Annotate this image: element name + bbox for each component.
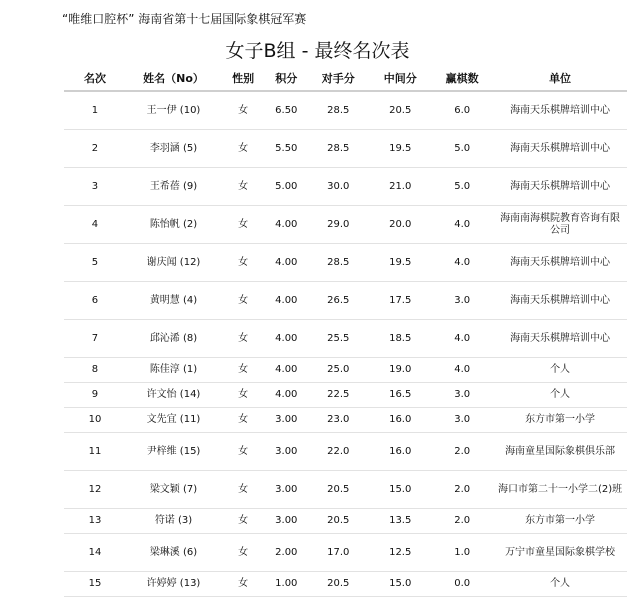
median-score-cell: 20.5	[369, 91, 431, 130]
median-score-cell: 19.5	[369, 130, 431, 168]
rank-cell: 15	[64, 572, 126, 597]
table-row	[64, 408, 627, 433]
table-row	[64, 534, 627, 572]
name-cell: 许文怡 (14)	[126, 383, 221, 408]
col-header-median-score: 中间分	[369, 66, 431, 91]
gender-cell: 女	[221, 130, 265, 168]
median-score-cell: 18.5	[369, 320, 431, 358]
rank-cell: 7	[64, 320, 126, 358]
col-header-wins: 赢棋数	[431, 66, 493, 91]
table-row	[64, 206, 627, 244]
points-cell: 4.00	[265, 244, 307, 282]
name-cell: 邱沁浠 (8)	[126, 320, 221, 358]
unit-cell: 个人	[493, 383, 627, 408]
event-title: “唯维口腔杯” 海南省第十七届国际象棋冠军赛	[62, 12, 307, 26]
col-header-name: 姓名（No）	[126, 66, 221, 91]
gender-cell: 女	[221, 383, 265, 408]
name-cell: 尹梓维 (15)	[126, 433, 221, 471]
opponent-score-cell: 22.0	[307, 433, 369, 471]
opponent-score-cell: 25.0	[307, 358, 369, 383]
table-row	[64, 383, 627, 408]
rank-cell: 14	[64, 534, 126, 572]
points-cell: 5.00	[265, 168, 307, 206]
opponent-score-cell: 23.0	[307, 408, 369, 433]
col-header-unit: 单位	[493, 66, 627, 91]
opponent-score-cell: 29.0	[307, 206, 369, 244]
opponent-score-cell: 22.5	[307, 383, 369, 408]
opponent-score-cell: 25.5	[307, 320, 369, 358]
wins-cell: 2.0	[431, 509, 493, 534]
wins-cell: 3.0	[431, 408, 493, 433]
gender-cell: 女	[221, 168, 265, 206]
opponent-score-cell: 17.0	[307, 534, 369, 572]
col-header-gender: 性别	[221, 66, 265, 91]
median-score-cell: 16.5	[369, 383, 431, 408]
table-title: 女子B组 - 最终名次表	[225, 40, 410, 62]
name-cell: 文先宜 (11)	[126, 408, 221, 433]
name-cell: 黄明慧 (4)	[126, 282, 221, 320]
unit-cell: 东方市第一小学	[493, 408, 627, 433]
table-row	[64, 509, 627, 534]
gender-cell: 女	[221, 244, 265, 282]
unit-cell: 海南天乐棋牌培训中心	[493, 91, 627, 130]
opponent-score-cell: 20.5	[307, 509, 369, 534]
header-row	[64, 66, 627, 91]
col-header-rank: 名次	[64, 66, 126, 91]
points-cell: 3.00	[265, 471, 307, 509]
wins-cell: 3.0	[431, 383, 493, 408]
unit-cell: 万宁市童星国际象棋学校	[493, 534, 627, 572]
gender-cell: 女	[221, 471, 265, 509]
unit-cell: 海南天乐棋牌培训中心	[493, 282, 627, 320]
gender-cell: 女	[221, 433, 265, 471]
name-cell: 谢庆闻 (12)	[126, 244, 221, 282]
name-cell: 李羽涵 (5)	[126, 130, 221, 168]
wins-cell: 3.0	[431, 282, 493, 320]
points-cell: 5.50	[265, 130, 307, 168]
median-score-cell: 15.0	[369, 471, 431, 509]
gender-cell: 女	[221, 358, 265, 383]
rank-cell: 1	[64, 91, 126, 130]
rank-cell: 5	[64, 244, 126, 282]
rank-cell: 9	[64, 383, 126, 408]
points-cell: 1.00	[265, 572, 307, 597]
unit-cell: 海南童星国际象棋俱乐部	[493, 433, 627, 471]
wins-cell: 2.0	[431, 471, 493, 509]
wins-cell: 5.0	[431, 168, 493, 206]
gender-cell: 女	[221, 534, 265, 572]
table-row	[64, 358, 627, 383]
table-row	[64, 244, 627, 282]
rank-cell: 3	[64, 168, 126, 206]
gender-cell: 女	[221, 320, 265, 358]
col-header-opponent-score: 对手分	[307, 66, 369, 91]
rank-cell: 6	[64, 282, 126, 320]
opponent-score-cell: 20.5	[307, 572, 369, 597]
gender-cell: 女	[221, 282, 265, 320]
points-cell: 3.00	[265, 408, 307, 433]
table-row	[64, 320, 627, 358]
unit-cell: 海南南海棋院教育咨询有限公司	[493, 206, 627, 244]
median-score-cell: 15.0	[369, 572, 431, 597]
opponent-score-cell: 28.5	[307, 130, 369, 168]
col-header-points: 积分	[265, 66, 307, 91]
opponent-score-cell: 30.0	[307, 168, 369, 206]
median-score-cell: 16.0	[369, 408, 431, 433]
median-score-cell: 19.5	[369, 244, 431, 282]
gender-cell: 女	[221, 91, 265, 130]
rank-cell: 8	[64, 358, 126, 383]
name-cell: 王希蓓 (9)	[126, 168, 221, 206]
points-cell: 6.50	[265, 91, 307, 130]
unit-cell: 海南天乐棋牌培训中心	[493, 168, 627, 206]
points-cell: 2.00	[265, 534, 307, 572]
points-cell: 4.00	[265, 358, 307, 383]
rank-cell: 2	[64, 130, 126, 168]
wins-cell: 2.0	[431, 433, 493, 471]
gender-cell: 女	[221, 408, 265, 433]
unit-cell: 海南天乐棋牌培训中心	[493, 320, 627, 358]
points-cell: 4.00	[265, 206, 307, 244]
gender-cell: 女	[221, 206, 265, 244]
opponent-score-cell: 28.5	[307, 91, 369, 130]
median-score-cell: 12.5	[369, 534, 431, 572]
unit-cell: 个人	[493, 572, 627, 597]
wins-cell: 6.0	[431, 91, 493, 130]
median-score-cell: 13.5	[369, 509, 431, 534]
table-row	[64, 572, 627, 597]
points-cell: 3.00	[265, 509, 307, 534]
points-cell: 4.00	[265, 320, 307, 358]
wins-cell: 4.0	[431, 358, 493, 383]
opponent-score-cell: 28.5	[307, 244, 369, 282]
unit-cell: 海南天乐棋牌培训中心	[493, 130, 627, 168]
wins-cell: 5.0	[431, 130, 493, 168]
unit-cell: 个人	[493, 358, 627, 383]
name-cell: 许婷婷 (13)	[126, 572, 221, 597]
median-score-cell: 21.0	[369, 168, 431, 206]
median-score-cell: 16.0	[369, 433, 431, 471]
rank-cell: 4	[64, 206, 126, 244]
gender-cell: 女	[221, 509, 265, 534]
wins-cell: 1.0	[431, 534, 493, 572]
name-cell: 陈佳淳 (1)	[126, 358, 221, 383]
opponent-score-cell: 26.5	[307, 282, 369, 320]
table-row	[64, 471, 627, 509]
median-score-cell: 20.0	[369, 206, 431, 244]
rank-cell: 13	[64, 509, 126, 534]
points-cell: 4.00	[265, 383, 307, 408]
median-score-cell: 17.5	[369, 282, 431, 320]
name-cell: 王一伊 (10)	[126, 91, 221, 130]
wins-cell: 4.0	[431, 320, 493, 358]
median-score-cell: 19.0	[369, 358, 431, 383]
unit-cell: 海口市第二十一小学二(2)班	[493, 471, 627, 509]
unit-cell: 东方市第一小学	[493, 509, 627, 534]
name-cell: 符诺 (3)	[126, 509, 221, 534]
name-cell: 陈怡帆 (2)	[126, 206, 221, 244]
points-cell: 3.00	[265, 433, 307, 471]
table-row	[64, 282, 627, 320]
wins-cell: 4.0	[431, 206, 493, 244]
standings-table	[64, 66, 627, 597]
wins-cell: 0.0	[431, 572, 493, 597]
rank-cell: 12	[64, 471, 126, 509]
opponent-score-cell: 20.5	[307, 471, 369, 509]
points-cell: 4.00	[265, 282, 307, 320]
table-row	[64, 433, 627, 471]
table-row	[64, 91, 627, 130]
name-cell: 梁文颖 (7)	[126, 471, 221, 509]
gender-cell: 女	[221, 572, 265, 597]
wins-cell: 4.0	[431, 244, 493, 282]
table-row	[64, 168, 627, 206]
name-cell: 梁琳溪 (6)	[126, 534, 221, 572]
rank-cell: 10	[64, 408, 126, 433]
table-row	[64, 130, 627, 168]
unit-cell: 海南天乐棋牌培训中心	[493, 244, 627, 282]
rank-cell: 11	[64, 433, 126, 471]
